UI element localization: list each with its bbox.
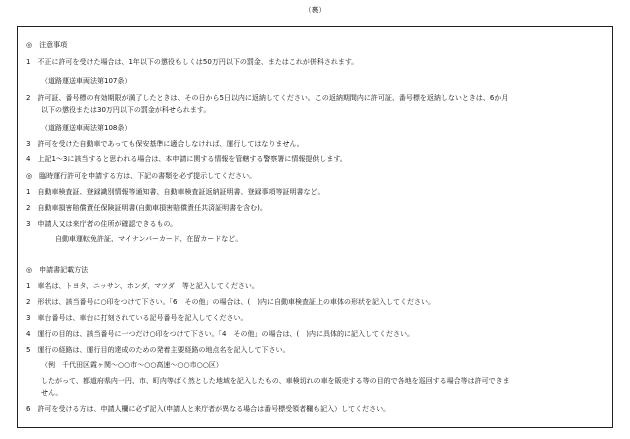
- howto-item-5-note-line2: せん。: [41, 389, 63, 397]
- docs-heading: ◎ 臨時運行許可を申請する方は、下記の書類を必ず提示してください。: [26, 172, 257, 180]
- howto-item-2: 2 形状は、該当番号に○印をつけて下さい。「6 その他」の場合は、( )内に自動車検査証上の車体の形状を記入してください。: [26, 298, 435, 306]
- docs-item-1: 1 自動車検査証、登録識別情報等通知書、自動車検査証返納証明書、登録事項等証明書など。: [26, 188, 325, 196]
- howto-item-3: 3 車台番号は、車台に打刻されている記号番号を記入してください。: [26, 314, 248, 322]
- notes-heading: ◎ 注意事項: [26, 41, 68, 49]
- docs-item-2: 2 自動車損害賠償責任保険証明書(自動車損害賠償責任共済証明書を含む)。: [26, 204, 267, 212]
- howto-item-5-example: （例 千代田区霞ヶ関～○○市～○○高速～○○市○○区）: [41, 361, 223, 369]
- notes-law-2: （道路運送車両法第108条）: [41, 124, 132, 132]
- howto-heading: ◎ 申請書記載方法: [26, 266, 89, 274]
- notes-item-1: 1 不正に許可を受けた場合は、1年以下の懲役もしくは50万円以下の罰金、またはこれが併科されます。: [26, 58, 359, 66]
- page-side-label: （裏）: [304, 6, 326, 14]
- notes-item-2-line2: 以下の懲役または30万円以下の罰金が科せられます。: [41, 106, 211, 114]
- howto-item-4: 4 運行の目的は、該当番号に一つだけ○印をつけて下さい。「4 その他」の場合は、( )内に具体的に記入してください。: [26, 330, 414, 338]
- notes-law-1: （道路運送車両法第107条）: [41, 77, 132, 85]
- howto-item-5-note-line1: したがって、都道府県内一円、市、町内等ばく然とした地域を記入したもの、車検切れの車を販売する等の目的で各地を巡回する場合等は許可できま: [41, 377, 510, 385]
- howto-item-1: 1 車名は、トヨタ、ニッサン、ホンダ、マツダ 等と記入してください。: [26, 282, 259, 290]
- docs-item-3-examples: 自動車運転免許証、マイナンバーカード、在留カードなど。: [55, 235, 243, 243]
- notes-item-4: 4 上記1～3に該当すると思われる場合は、本申請に関する情報を管轄する警察署に情報提供します。: [26, 155, 347, 163]
- docs-item-3: 3 申請人又は来庁者の住所が確認できるもの。: [26, 220, 178, 228]
- notes-item-2-line1: 2 許可証、番号標の有効期限が満了したときは、その日から5日以内に返納してください。この返納期間内に許可証、番号標を返納しないときは、6か月: [26, 94, 509, 102]
- notes-item-3: 3 許可を受けた自動車であっても保安基準に適合しなければ、運行してはなりません。: [26, 140, 304, 148]
- howto-item-6: 6 許可を受ける方は、申請人欄に必ず記入(申請人と来庁者が異なる場合は番号標受領者欄も記入）してください。: [26, 405, 391, 413]
- howto-item-5: 5 運行の経路は、運行目的達成のための発着主要経路の地点名を記入して下さい。: [26, 346, 290, 354]
